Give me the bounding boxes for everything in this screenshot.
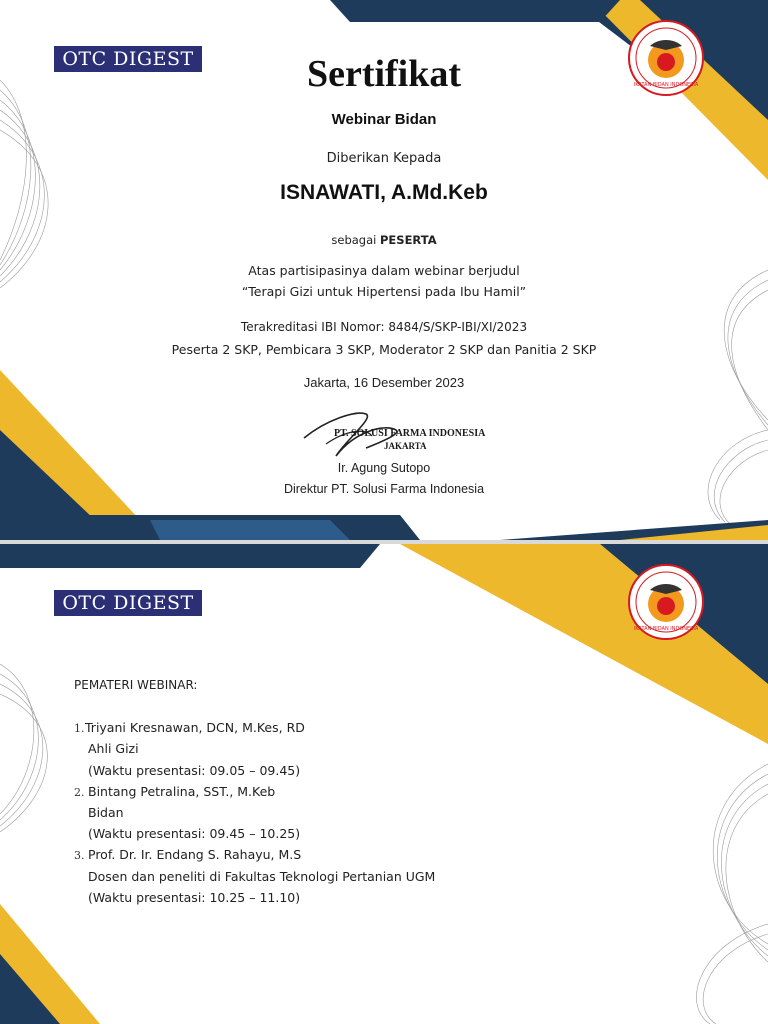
speaker-1-role: Ahli Gizi bbox=[88, 741, 139, 756]
speakers-heading: PEMATERI WEBINAR: bbox=[74, 678, 198, 692]
speaker-3-name: Prof. Dr. Ir. Endang S. Rahayu, M.S bbox=[88, 847, 302, 862]
speaker-3-number: 3. bbox=[74, 849, 85, 862]
ibi-logo bbox=[628, 564, 704, 640]
speaker-3-time: (Waktu presentasi: 10.25 – 11.10) bbox=[88, 890, 301, 905]
certificate-back bbox=[0, 544, 768, 1024]
given-to-label: Diberikan Kepada bbox=[326, 151, 442, 166]
otc-digest-logo: OTC DIGEST bbox=[54, 46, 202, 72]
webinar-title: “Terapi Gizi untuk Hipertensi pada Ibu Hamil” bbox=[241, 284, 527, 299]
stamp-city: JAKARTA bbox=[384, 441, 427, 451]
certificate-subtitle: Webinar Bidan bbox=[331, 111, 437, 128]
wave-lines-left bbox=[0, 664, 47, 832]
certificate-title: Sertifikat bbox=[306, 53, 462, 95]
wave-lines-right bbox=[696, 764, 768, 1024]
speaker-2-name: Bintang Petralina, SST., M.Keb bbox=[88, 784, 276, 799]
speaker-1-time: (Waktu presentasi: 09.05 – 09.45) bbox=[88, 763, 301, 778]
participation-line: Atas partisipasinya dalam webinar berjudul bbox=[248, 263, 520, 278]
otc-digest-logo: OTC DIGEST bbox=[54, 590, 202, 616]
speaker-2-role: Bidan bbox=[88, 805, 124, 820]
role-prefix: sebagai bbox=[331, 233, 377, 247]
accreditation-number: Terakreditasi IBI Nomor: 8484/S/SKP-IBI/XI/2023 bbox=[240, 320, 528, 334]
blue-bottom-band bbox=[150, 520, 350, 540]
place-date: Jakarta, 16 Desember 2023 bbox=[303, 375, 465, 390]
role-value: PESERTA bbox=[380, 233, 437, 247]
speaker-1-name: Triyani Kresnawan, DCN, M.Kes, RD bbox=[85, 720, 305, 735]
recipient-name: ISNAWATI, A.Md.Keb bbox=[280, 181, 488, 204]
role-line bbox=[0, 233, 768, 247]
speaker-2-time: (Waktu presentasi: 09.45 – 10.25) bbox=[88, 826, 301, 841]
skp-info: Peserta 2 SKP, Pembicara 3 SKP, Moderator 2 SKP dan Panitia 2 SKP bbox=[171, 342, 597, 357]
navy-top-band bbox=[0, 544, 380, 568]
speaker-3-role: Dosen dan peneliti di Fakultas Teknologi Pertanian UGM bbox=[88, 869, 436, 884]
svg-text:IKATAN BIDAN INDONESIA: IKATAN BIDAN INDONESIA bbox=[633, 82, 699, 88]
navy-top-band bbox=[330, 0, 620, 22]
speaker-2-number: 2. bbox=[74, 786, 85, 799]
svg-text:IKATAN BIDAN INDONESIA: IKATAN BIDAN INDONESIA bbox=[633, 626, 699, 632]
stamp-company: PT. SOLUSI FARMA INDONESIA bbox=[334, 428, 486, 439]
signatory-title: Direktur PT. Solusi Farma Indonesia bbox=[283, 482, 485, 496]
signatory-name: Ir. Agung Sutopo bbox=[337, 461, 431, 475]
speaker-1-number: 1. bbox=[74, 722, 85, 735]
signature-stamp bbox=[296, 400, 486, 462]
